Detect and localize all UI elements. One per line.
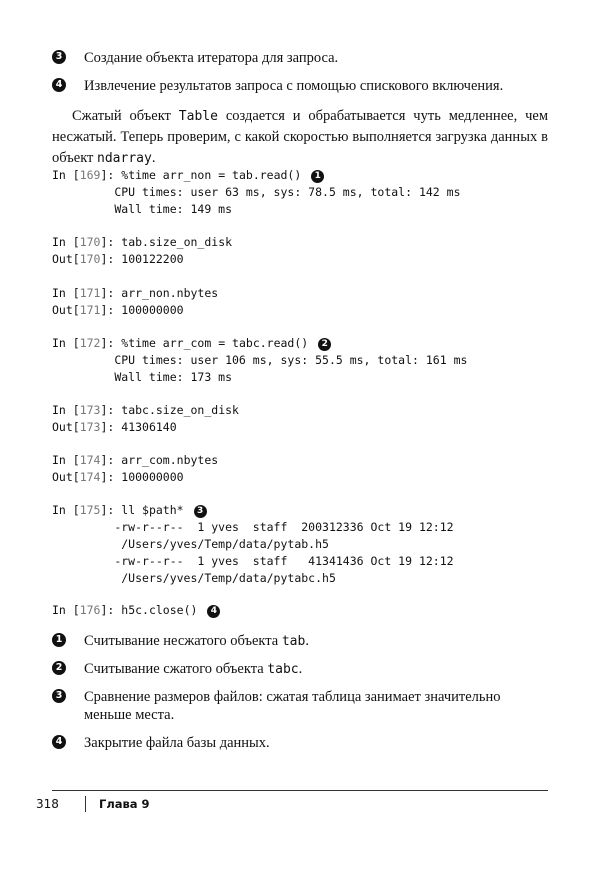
paragraph-text: . [151, 150, 156, 166]
note-text-part: Считывание сжатого объекта [84, 661, 268, 677]
code-input: ll $path* [121, 503, 184, 517]
prompt-suffix: ]: [100, 252, 122, 266]
cell-number: 172 [79, 336, 101, 350]
code-cell [52, 602, 220, 619]
code-input: tab.size_on_disk [121, 235, 233, 249]
code-cell [52, 234, 232, 268]
footer-separator [85, 796, 86, 812]
callout-number-icon: 3 [194, 505, 207, 518]
cell-number: 173 [79, 403, 101, 417]
in-prefix: In [ [52, 336, 80, 350]
prompt-suffix: ]: [100, 503, 122, 517]
cell-number: 176 [79, 603, 101, 617]
callout-number-icon: 4 [207, 605, 220, 618]
note-text-line: Сравнение размеров файлов: сжатая таблица занимает значительно [84, 689, 501, 705]
prompt-suffix: ]: [100, 235, 122, 249]
paragraph-text: создается и обрабатывается чуть медленнее, чем несжатый. Теперь проверим, с какой скоростью выполняется загрузка данных в объект [52, 108, 548, 166]
note-text [84, 632, 524, 651]
code-output: 100000000 [121, 303, 184, 317]
code-cell [52, 452, 218, 486]
code-input: arr_com.nbytes [121, 453, 219, 467]
prompt-suffix: ]: [100, 168, 122, 182]
in-prefix: In [ [52, 503, 80, 517]
code-output: /Users/yves/Temp/data/pytab.h5 [114, 537, 329, 551]
cell-number: 170 [79, 235, 101, 249]
callout-number-icon: 2 [52, 661, 66, 675]
footer-rule [52, 790, 548, 791]
page-number: 318 [36, 797, 59, 811]
note-text-part: . [298, 661, 303, 677]
in-prefix: In [ [52, 286, 80, 300]
callout-number-icon: 1 [311, 170, 324, 183]
note-text: Закрытие файла базы данных. [84, 735, 270, 751]
code-output: /Users/yves/Temp/data/pytabc.h5 [114, 571, 336, 585]
prompt-suffix: ]: [100, 470, 122, 484]
body-paragraph [52, 106, 548, 169]
code-input: %time arr_non = tab.read() [121, 168, 302, 182]
code-cell [52, 335, 467, 386]
inline-code: tabc [267, 662, 299, 677]
out-prefix: Out[ [52, 303, 80, 317]
prompt-suffix: ]: [100, 286, 122, 300]
paragraph-text: Сжатый объект [72, 108, 179, 124]
code-cell [52, 167, 461, 218]
inline-code: ndarray [97, 151, 152, 166]
prompt-suffix: ]: [100, 420, 122, 434]
cell-number: 170 [79, 252, 101, 266]
cell-number: 173 [79, 420, 101, 434]
in-prefix: In [ [52, 168, 80, 182]
in-prefix: In [ [52, 403, 80, 417]
code-cell [52, 502, 454, 587]
cell-number: 171 [79, 286, 101, 300]
out-prefix: Out[ [52, 420, 80, 434]
cell-number: 175 [79, 503, 101, 517]
note-text: Создание объекта итератора для запроса. [84, 50, 339, 66]
code-cell [52, 402, 239, 436]
prompt-suffix: ]: [100, 453, 122, 467]
code-input: arr_non.nbytes [121, 286, 219, 300]
in-prefix: In [ [52, 453, 80, 467]
code-output: 100000000 [121, 470, 184, 484]
code-output: CPU times: user 106 ms, sys: 55.5 ms, total: 161 ms [114, 353, 468, 367]
out-prefix: Out[ [52, 252, 80, 266]
prompt-suffix: ]: [100, 403, 122, 417]
note-text-part: . [305, 633, 309, 649]
code-cell [52, 285, 218, 319]
callout-number-icon: 3 [52, 689, 66, 703]
code-output: 41306140 [121, 420, 177, 434]
code-input: %time arr_com = tabc.read() [121, 336, 309, 350]
prompt-suffix: ]: [100, 336, 122, 350]
callout-number-icon: 4 [52, 735, 66, 749]
code-output: -rw-r--r-- 1 yves staff 200312336 Oct 19 12:12 [114, 520, 454, 534]
cell-number: 171 [79, 303, 101, 317]
code-output: 100122200 [121, 252, 184, 266]
prompt-suffix: ]: [100, 603, 122, 617]
inline-code: tab [281, 634, 306, 649]
note-text [84, 688, 524, 724]
cell-number: 169 [79, 168, 101, 182]
prompt-suffix: ]: [100, 303, 122, 317]
callout-number-icon: 4 [52, 78, 66, 92]
note-text-line: меньше места. [84, 707, 175, 723]
note-text: Извлечение результатов запроса с помощью спискового включения. [84, 78, 504, 94]
code-output: Wall time: 149 ms [114, 202, 233, 216]
inline-code: Table [178, 109, 218, 124]
callout-number-icon: 1 [52, 633, 66, 647]
in-prefix: In [ [52, 235, 80, 249]
code-output: CPU times: user 63 ms, sys: 78.5 ms, total: 142 ms [114, 185, 461, 199]
cell-number: 174 [79, 470, 101, 484]
in-prefix: In [ [52, 603, 80, 617]
out-prefix: Out[ [52, 470, 80, 484]
code-input: tabc.size_on_disk [121, 403, 239, 417]
note-text-part: Считывание несжатого объекта [84, 633, 282, 649]
chapter-label: Глава 9 [99, 797, 150, 811]
note-text [84, 660, 524, 679]
code-input: h5c.close() [121, 603, 198, 617]
callout-number-icon: 3 [52, 50, 66, 64]
cell-number: 174 [79, 453, 101, 467]
code-output: -rw-r--r-- 1 yves staff 41341436 Oct 19 12:12 [114, 554, 454, 568]
code-output: Wall time: 173 ms [114, 370, 233, 384]
callout-number-icon: 2 [318, 338, 331, 351]
